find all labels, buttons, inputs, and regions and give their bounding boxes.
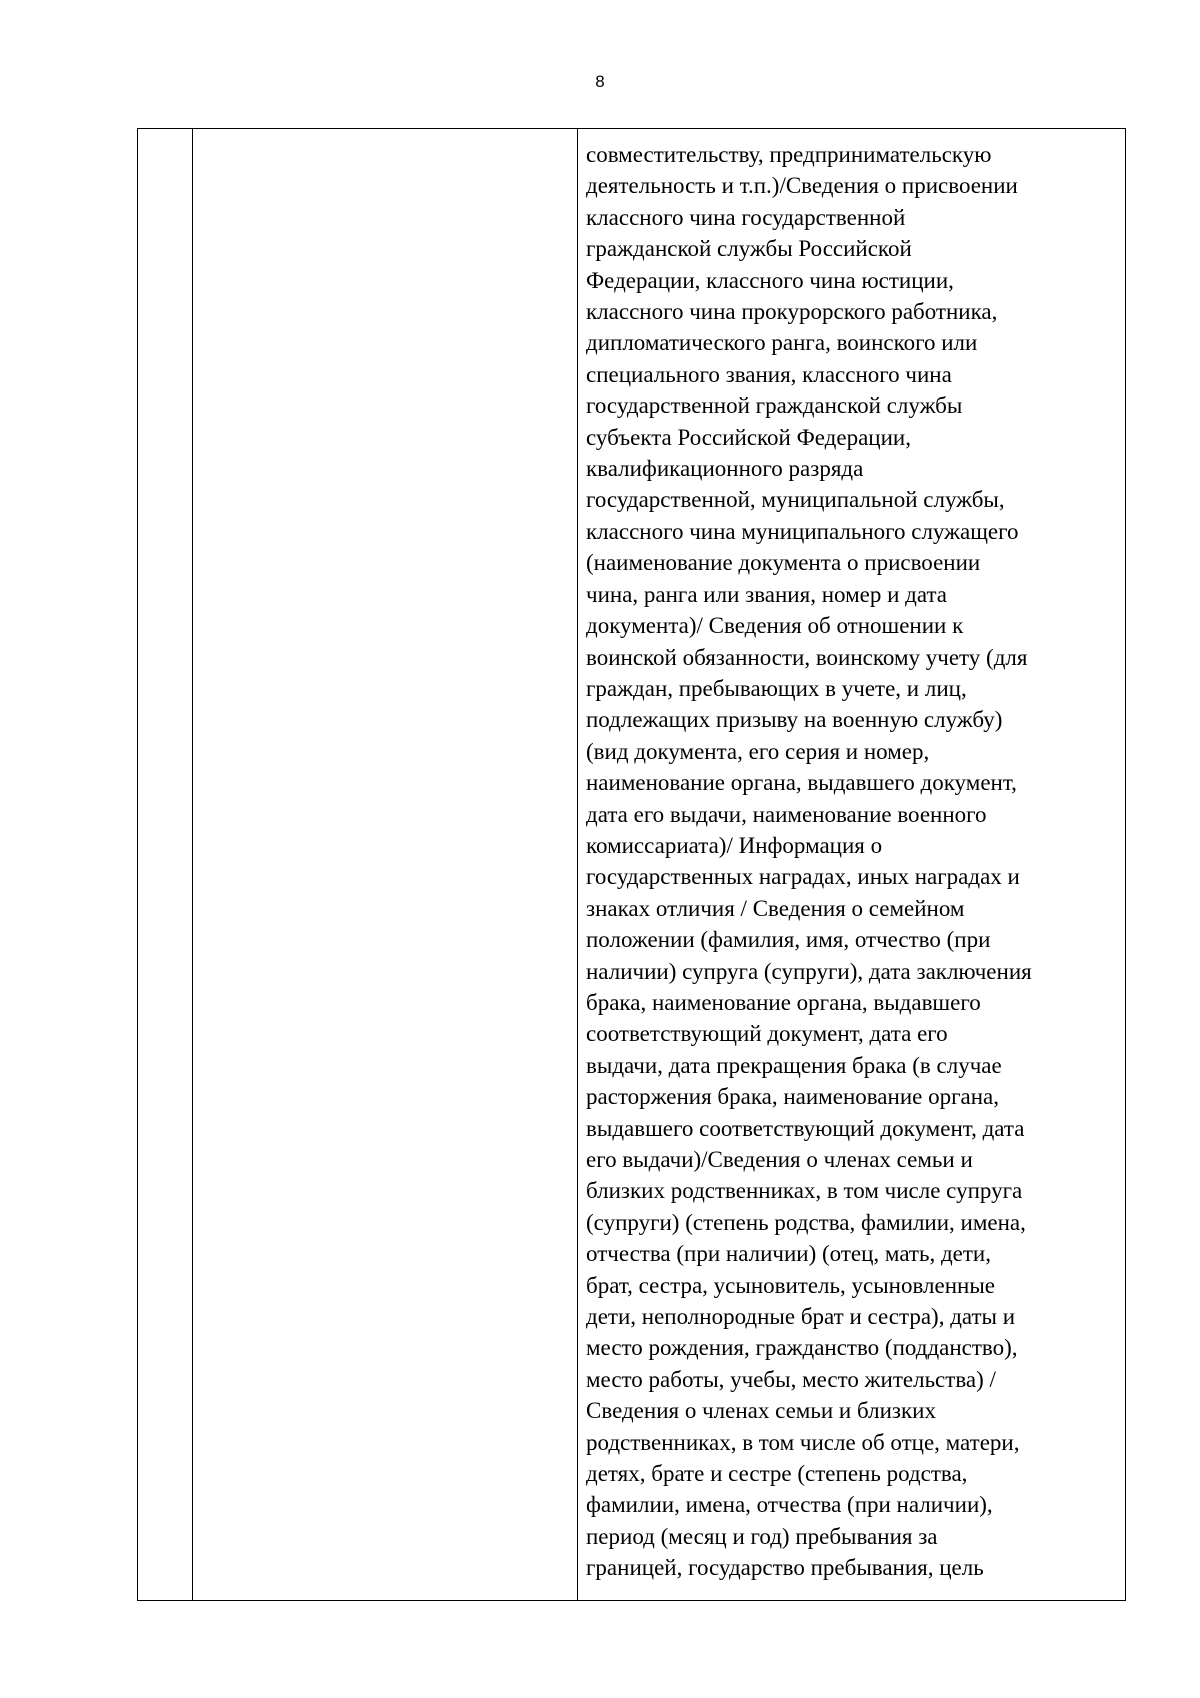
content-line: выдавшего соответствующий документ, дата — [586, 1115, 1025, 1141]
content-line: Сведения о членах семьи и близких — [586, 1398, 936, 1424]
content-line: квалификационного разряда — [586, 456, 864, 482]
content-line: отчества (при наличии) (отец, мать, дети, — [586, 1241, 991, 1267]
content-line: государственных наградах, иных наградах и — [586, 864, 1020, 890]
content-line: место рождения, гражданство (подданство), — [586, 1335, 1018, 1361]
content-line: наличии) супруга (супруги), дата заключения — [586, 958, 1032, 984]
content-line: классного чина государственной — [586, 204, 906, 230]
content-line: подлежащих призыву на военную службу) — [586, 707, 1003, 733]
content-line: граждан, пребывающих в учете, и лиц, — [586, 675, 967, 701]
content-line: классного чина муниципального служащего — [586, 518, 1019, 544]
content-line: период (месяц и год) пребывания за — [586, 1523, 938, 1549]
page-number: 8 — [595, 72, 605, 91]
content-line: воинской обязанности, воинскому учету (для — [586, 644, 1028, 670]
content-line: наименование органа, выдавшего документ, — [586, 770, 1017, 796]
row-content-cell — [578, 129, 1126, 1601]
content-line: (супруги) (степень родства, фамилии, имена, — [586, 1209, 1026, 1235]
table-row — [138, 129, 1126, 1601]
content-line: брат, сестра, усыновитель, усыновленные — [586, 1272, 996, 1298]
content-line: комиссариата)/ Информация о — [586, 832, 883, 858]
document-table — [137, 128, 1126, 1601]
content-line: родственниках, в том числе об отце, матери, — [586, 1429, 1020, 1455]
content-line: государственной гражданской службы — [586, 393, 963, 419]
content-line: дипломатического ранга, воинского или — [586, 330, 978, 356]
content-line: (наименование документа о присвоении — [586, 550, 981, 576]
content-text — [578, 129, 1125, 1584]
content-line: деятельность и т.п.)/Сведения о присвоении — [586, 173, 1018, 199]
content-line: совместительству, предпринимательскую — [586, 142, 992, 167]
content-line: его выдачи)/Сведения о членах семьи и — [586, 1147, 973, 1172]
content-line: дата его выдачи, наименование военного — [586, 801, 987, 827]
content-line: знаках отличия / Сведения о семейном — [586, 895, 965, 921]
content-line: расторжения брака, наименование органа, — [586, 1084, 1000, 1110]
content-line: классного чина прокурорского работника, — [586, 299, 998, 325]
content-line: Федерации, классного чина юстиции, — [586, 267, 954, 293]
content-line: детях, брате и сестре (степень родства, — [586, 1461, 968, 1487]
content-line: (вид документа, его серия и номер, — [586, 738, 930, 764]
content-line: положении (фамилия, имя, отчество (при — [586, 927, 991, 953]
content-line: дети, неполнородные брат и сестра), даты и — [586, 1304, 1016, 1330]
content-line: документа)/ Сведения об отношении к — [586, 613, 964, 639]
content-line: чина, ранга или звания, номер и дата — [586, 581, 947, 607]
content-line: гражданской службы Российской — [586, 236, 912, 262]
content-line: брака, наименование органа, выдавшего — [586, 989, 981, 1015]
row-name-cell — [193, 129, 578, 1601]
content-line: фамилии, имена, отчества (при наличии), — [586, 1492, 993, 1518]
content-line: соответствующий документ, дата его — [586, 1021, 948, 1047]
content-line: выдачи, дата прекращения брака (в случае — [586, 1052, 1002, 1078]
content-line: специального звания, классного чина — [586, 361, 952, 387]
content-line: место работы, учебы, место жительства) / — [586, 1366, 996, 1392]
content-line: границей, государство пребывания, цель — [586, 1555, 984, 1581]
content-line: субъекта Российской Федерации, — [586, 424, 911, 450]
content-line: государственной, муниципальной службы, — [586, 487, 1005, 513]
row-number-cell — [138, 129, 193, 1601]
content-line: близких родственниках, в том числе супруга — [586, 1178, 1023, 1204]
